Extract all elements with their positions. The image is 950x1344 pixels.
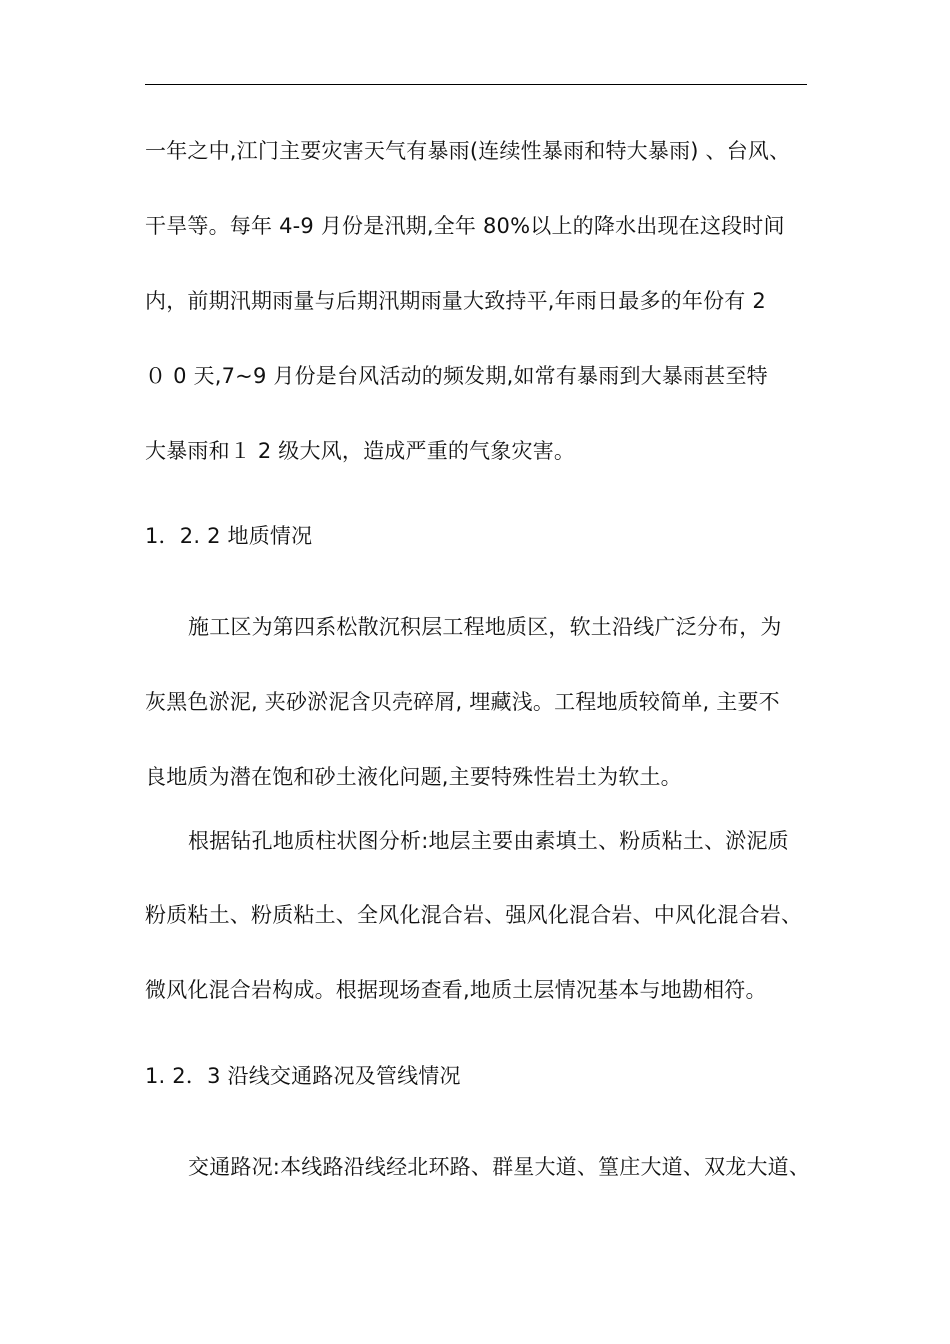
paragraph-line: 施工区为第四系松散沉积层工程地质区，软土沿线广泛分布，为 <box>188 615 782 639</box>
paragraph-line: 灰黑色淤泥, 夹砂淤泥含贝壳碎屑, 埋藏浅。工程地质较简单, 主要不 <box>145 690 780 714</box>
section-heading-traffic: 1. 2．3 沿线交通路况及管线情况 <box>145 1064 461 1088</box>
paragraph-line: 良地质为潜在饱和砂土液化问题,主要特殊性岩土为软土。 <box>145 765 682 789</box>
section-heading-geology: 1．2. 2 地质情况 <box>145 524 313 548</box>
paragraph-line: 一年之中,江门主要灾害天气有暴雨(连续性暴雨和特大暴雨) 、台风、 <box>145 139 791 163</box>
paragraph-line: 交通路况:本线路沿线经北环路、群星大道、篁庄大道、双龙大道、 <box>188 1155 811 1179</box>
paragraph-line: 大暴雨和１ 2 级大风，造成严重的气象灾害。 <box>145 439 576 463</box>
header-rule <box>145 84 807 85</box>
paragraph-line: 粉质粘土、粉质粘土、全风化混合岩、强风化混合岩、中风化混合岩、 <box>145 903 803 927</box>
paragraph-line: 根据钻孔地质柱状图分析:地层主要由素填土、粉质粘土、淤泥质 <box>188 829 789 853</box>
paragraph-line: 微风化混合岩构成。根据现场查看,地质土层情况基本与地勘相符。 <box>145 978 767 1002</box>
paragraph-line: 干旱等。每年 4-9 月份是汛期,全年 80%以上的降水出现在这段时间 <box>145 214 785 238</box>
paragraph-line: ０ 0 天,7~9 月份是台风活动的频发期,如常有暴雨到大暴雨甚至特 <box>145 364 768 388</box>
paragraph-line: 内，前期汛期雨量与后期汛期雨量大致持平,年雨日最多的年份有 2 <box>145 289 766 313</box>
